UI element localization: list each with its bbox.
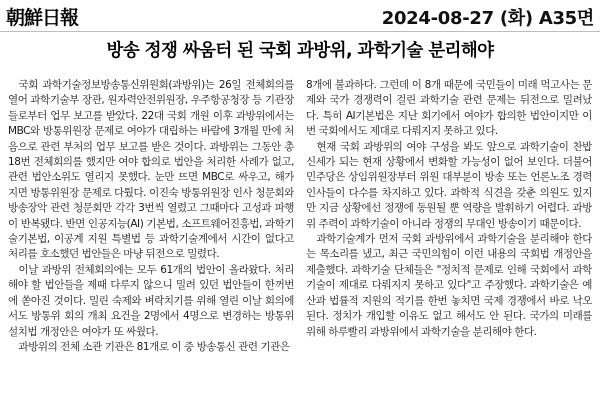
page-number: A35면 bbox=[538, 8, 594, 29]
paragraph: 8개에 불과하다. 그런데 이 8개 때문에 국민들이 미래 먹고사는 문제와 국가 경쟁력이 걸린 과학기술 관련 문제는 뒤전으로 밀려났다. 특히 AI기본법은 지난 회기에서 여야가 합의한 법안이지만 이번 국회에서도 제대로 다뤄지지 못하고 있다. bbox=[306, 79, 592, 138]
paragraph: 국회 과학기술정보방송통신위원회(과방위)는 26일 전체회의를 열어 과학기술부 장관, 원자력안전위원장, 우주항공청장 등 기관장들로부터 업무 보고를 받았다. 22대 국회 개원 이후 과방위에서는 MBC와 방통위원장 문제로 여야가 대립하는 바람에 3개월 만에 처음으로 관련 부처의 업무 보고를 받은 것이다. 과방위는 그동안 총 18번 전체회의를 했지만 여야 합의로 법안을 처리한 사례가 없고, 관련 법안소위도 열리지 못했다. 눈만 뜨면 MBC로 싸우고, 해가 지면 방통위원장 문제로 다퉜다. 이진숙 방통위원장 인사 청문회와 방송장악 관련 청문회만 각각 3번씩 열렸고 그때마다 고성과 파행이 반복됐다. 반면 인공지능(AI) 기본법, 소프트웨어진흥법, 과학기술기본법, 이공계 지원 특별법 등 과학기술계에서 시간이 없다고 처리를 호소했던 법안들은 마냥 뒤전으로 밀렸다. bbox=[8, 79, 294, 261]
issue-weekday: (화) bbox=[499, 8, 533, 29]
paragraph: 이날 과방위 전체회의에는 모두 61개의 법안이 올라왔다. 처리해야 할 법안들을 제때 다루지 않으니 밀려 있던 법안들이 한꺼번에 쏟아진 것이다. 밀린 숙제와 벼락치기를 위해 열린 이날 회의에서도 방통위 회의 개최 요건을 2명에서 4명으로 변경하는 방통위설치법 개정안은 여야가 또 싸웠다. bbox=[8, 263, 294, 338]
dateline bbox=[376, 4, 594, 30]
paragraph: 과방위의 전체 소관 기관은 81개로 이 중 방송통신 관련 기관은 bbox=[18, 340, 290, 353]
issue-date: 2024-08-27 bbox=[381, 8, 494, 29]
article-column-right bbox=[306, 78, 592, 401]
article-column-left bbox=[8, 78, 294, 401]
masthead bbox=[0, 0, 600, 34]
masthead-divider bbox=[0, 31, 600, 32]
paragraph: 현재 국회 과방위의 여야 구성을 봐도 앞으로 과학기술이 찬밥 신세가 되는 현재 상황에서 변화할 가능성이 없어 보인다. 더불어민주당은 상임위원장부터 위원 대부분이 방송 또는 언론노조 경력 인사들이 다수를 차지하고 있다. 과학적 식견을 갖춘 의원도 있지만 지금 상황에선 정쟁에 동원될 뿐 역량을 발휘하기 어렵다. 과방위 주력이 과학기술이 아니라 정쟁의 무대인 방송이기 때문이다. bbox=[306, 140, 592, 230]
paragraph: 과학기술계가 먼저 국회 과방위에서 과학기술을 분리해야 한다는 목소리를 냈고, 최근 국민의힘이 이런 내용의 국회법 개정안을 제출했다. 과학기술 단체들은 "정치적 문제로 인해 국회에서 과학기술이 제대로 다뤄지지 못하고 있다"고 주장했다. 과학기술은 예산과 법률적 지원의 적기를 한번 놓치면 국제 경쟁에서 바로 낙오된다. 정치가 개입할 이유도 없고 해서도 안 된다. 국가의 미래를 위해 하루빨리 과방위에서 과학기술을 분리해야 한다. bbox=[306, 233, 592, 338]
editorial-headline: 방송 정쟁 싸움터 된 국회 과방위, 과학기술 분리해야 bbox=[106, 41, 494, 61]
newspaper-logo: 朝鮮日報 bbox=[6, 7, 79, 29]
